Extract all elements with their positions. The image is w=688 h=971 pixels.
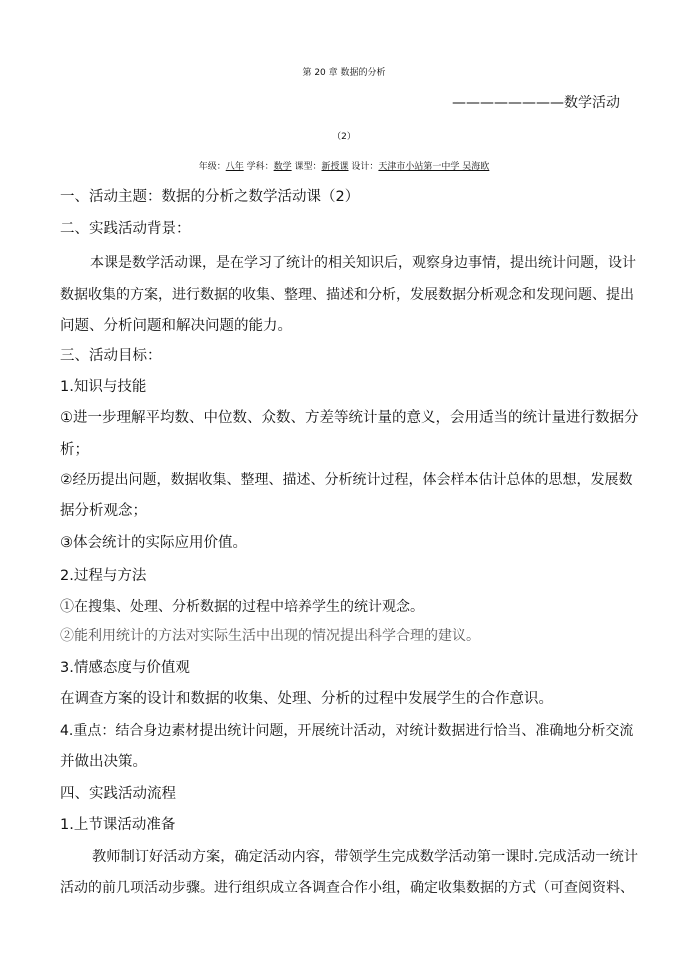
goal-4-line-1: 4.重点：结合身边素材提出统计问题，开展统计活动，对统计数据进行恰当、准确地分析交流 (60, 723, 634, 739)
lesson-number: （2） (332, 132, 356, 142)
designer-label: 设计： (351, 162, 379, 172)
lesson-type-value: 新授课 (321, 162, 349, 172)
flow-1-paragraph-line-1: 教师制订好活动方案，确定活动内容，带领学生完成数学活动第一课时.完成活动一统计 (92, 849, 639, 865)
goal-2-item-1: ①在搜集、处理、分析数据的过程中培养学生的统计观念。 (60, 599, 424, 615)
goal-1-item-2-line-1: ②经历提出问题，数据收集、整理、描述、分析统计过程，体会样本估计总体的思想，发展数 (60, 472, 633, 488)
section-3-title: 三、活动目标： (60, 348, 162, 364)
goal-1-item-2-line-2: 据分析观念； (60, 503, 147, 519)
grade-value: 八年 (225, 162, 244, 172)
designer-value: 天津市小站第一中学 吴海欧 (378, 162, 490, 172)
subject-label: 学科： (246, 162, 274, 172)
section-4-title: 四、实践活动流程 (60, 786, 176, 802)
background-paragraph-line-3: 问题、分析问题和解决问题的能力。 (60, 318, 292, 334)
section-2-title: 二、实践活动背景： (60, 221, 191, 237)
background-paragraph-line-2: 数据收集的方案，进行数据的收集、整理、描述和分析，发展数据分析观念和发现问题、提出 (60, 287, 634, 303)
page-title: 第 20 章 数据的分析 (302, 68, 386, 78)
lesson-meta (0, 157, 688, 177)
flow-1-paragraph-line-2: 活动的前几项活动步骤。进行组织成立各调查合作小组，确定收集数据的方式（可查阅资料、 (60, 880, 634, 896)
goal-2-item-2: ②能利用统计的方法对实际生活中出现的情况提出科学合理的建议。 (60, 628, 480, 644)
subject-value: 数学 (273, 162, 292, 172)
goal-3-paragraph: 在调查方案的设计和数据的收集、处理、分析的过程中发展学生的合作意识。 (60, 691, 553, 707)
section-1-title: 一、活动主题：数据的分析之数学活动课（2） (60, 189, 360, 205)
goal-1-item-1-line-1: ①进一步理解平均数、中位数、众数、方差等统计量的意义，会用适当的统计量进行数据分 (60, 410, 639, 426)
background-paragraph-line-1: 本课是数学活动课，是在学习了统计的相关知识后，观察身边事情，提出统计问题，设计 (90, 255, 636, 271)
goal-3-title: 3.情感态度与价值观 (60, 660, 190, 676)
grade-label: 年级： (198, 162, 226, 172)
goal-4-line-2: 并做出决策。 (60, 754, 147, 770)
page-subtitle: ————————数学活动 (452, 95, 620, 111)
goal-2-title: 2.过程与方法 (60, 568, 147, 584)
goal-1-item-1-line-2: 析； (60, 442, 89, 458)
flow-1-title: 1.上节课活动准备 (60, 817, 176, 833)
goal-1-item-3: ③体会统计的实际应用价值。 (60, 535, 247, 551)
goal-1-title: 1.知识与技能 (60, 379, 147, 395)
lesson-type-label: 课型： (294, 162, 322, 172)
